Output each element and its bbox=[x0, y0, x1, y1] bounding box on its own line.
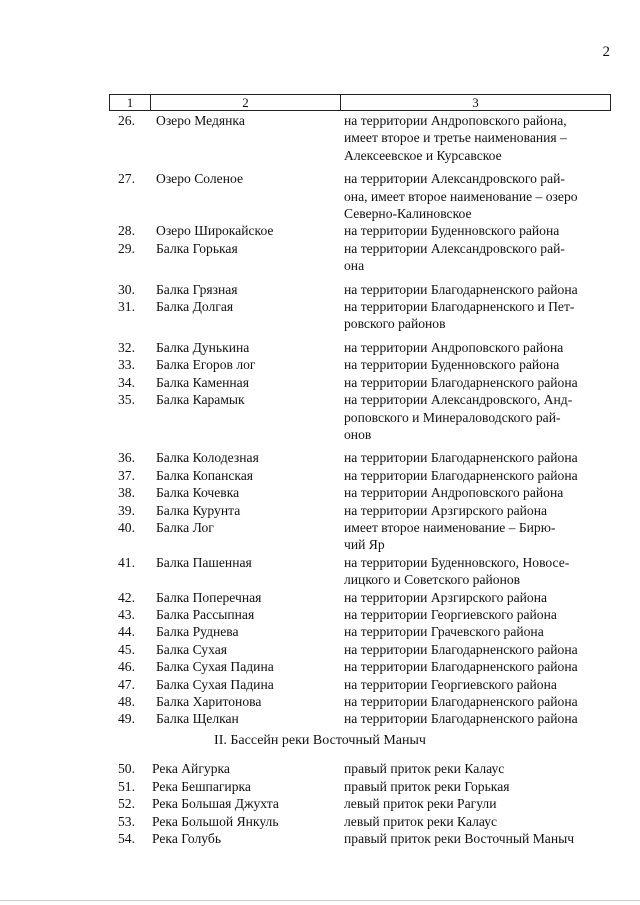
row-name: Балка Руднева bbox=[156, 624, 239, 640]
description-line: она, имеет второе наименование – озеро bbox=[344, 188, 578, 204]
row-description bbox=[340, 449, 607, 466]
row-name: Балка Сухая bbox=[156, 641, 228, 657]
row-number: 50. bbox=[118, 761, 135, 776]
row-number: 48. bbox=[118, 694, 135, 709]
description-line: чий Яр bbox=[344, 537, 385, 553]
row-name: Балка Егоров лог bbox=[156, 357, 256, 373]
row-description bbox=[340, 554, 607, 589]
row-number: 40. bbox=[118, 519, 135, 535]
description-line: имеет второе и третье наименования – bbox=[344, 130, 567, 146]
table-row bbox=[112, 467, 607, 484]
row-description bbox=[340, 641, 607, 658]
row-description bbox=[340, 339, 607, 356]
description-line: на территории Арзгирского района bbox=[344, 502, 548, 518]
description-line: на территории Буденновского района bbox=[344, 223, 560, 239]
row-description bbox=[340, 710, 607, 727]
row-name: Балка Пашенная bbox=[156, 554, 252, 570]
row-number: 35. bbox=[118, 392, 135, 408]
row-name: Река Большая Джухта bbox=[152, 796, 279, 812]
row-number: 46. bbox=[118, 659, 135, 675]
row-number: 51. bbox=[118, 778, 135, 794]
row-description bbox=[340, 623, 607, 640]
table-row bbox=[112, 170, 607, 222]
table-row bbox=[112, 778, 607, 796]
row-name: Балка Лог bbox=[156, 519, 214, 535]
header-col-2: 2 bbox=[151, 95, 341, 110]
row-name: Озеро Медянка bbox=[156, 113, 245, 128]
description-line: на территории Александровского рай- bbox=[344, 240, 565, 256]
row-name: Балка Щелкан bbox=[156, 711, 239, 727]
description-line: правый приток реки Горькая bbox=[344, 778, 510, 794]
description-line: на территории Александровского рай- bbox=[344, 171, 565, 187]
description-line: на территории Буденновского района bbox=[344, 357, 560, 373]
table-row bbox=[112, 339, 607, 356]
row-number: 42. bbox=[118, 589, 135, 605]
row-description bbox=[340, 467, 607, 484]
row-number: 33. bbox=[118, 357, 135, 373]
row-description bbox=[340, 813, 607, 831]
table-row bbox=[112, 112, 607, 164]
table-row bbox=[112, 760, 607, 778]
table-row bbox=[112, 554, 607, 589]
row-number: 44. bbox=[118, 624, 135, 640]
row-number: 30. bbox=[118, 281, 135, 297]
row-name: Балка Сухая Падина bbox=[156, 659, 274, 675]
description-line: на территории Георгиевского района bbox=[344, 676, 557, 692]
row-description bbox=[340, 112, 607, 164]
row-number: 29. bbox=[118, 240, 135, 256]
page-bottom-divider bbox=[0, 900, 640, 901]
description-line: на территории Благодарненского района bbox=[344, 281, 578, 297]
row-number: 32. bbox=[118, 339, 135, 355]
table-body-section-2 bbox=[112, 760, 607, 848]
description-line: на территории Благодарненского района bbox=[344, 467, 578, 483]
row-description bbox=[340, 830, 607, 848]
table-row bbox=[112, 374, 607, 391]
description-line: на территории Благодарненского и Пет- bbox=[344, 299, 575, 315]
row-description bbox=[340, 519, 607, 554]
description-line: роповского и Минераловодского рай- bbox=[344, 409, 561, 425]
row-number: 52. bbox=[118, 796, 135, 812]
description-line: имеет второе наименование – Бирю- bbox=[344, 519, 556, 535]
table-row bbox=[112, 813, 607, 831]
table-row bbox=[112, 240, 607, 275]
row-description bbox=[340, 606, 607, 623]
table-row bbox=[112, 693, 607, 710]
row-number: 53. bbox=[118, 813, 135, 829]
row-name: Балка Сухая Падина bbox=[156, 676, 274, 692]
table-row bbox=[112, 623, 607, 640]
row-name: Балка Горькая bbox=[156, 240, 238, 256]
row-number: 26. bbox=[118, 113, 135, 128]
row-description bbox=[340, 356, 607, 373]
row-description bbox=[340, 298, 607, 333]
table-row bbox=[112, 356, 607, 373]
table-row bbox=[112, 298, 607, 333]
table-row bbox=[112, 484, 607, 501]
row-number: 45. bbox=[118, 641, 135, 657]
row-description bbox=[340, 658, 607, 675]
row-description bbox=[340, 222, 607, 239]
row-name: Балка Дунькина bbox=[156, 339, 250, 355]
description-line: лицкого и Советского районов bbox=[344, 572, 521, 588]
row-description bbox=[340, 676, 607, 693]
row-number: 37. bbox=[118, 467, 135, 483]
row-name: Балка Колодезная bbox=[156, 450, 259, 466]
table-row bbox=[112, 502, 607, 519]
table-row bbox=[112, 658, 607, 675]
row-description bbox=[340, 778, 607, 796]
description-line: левый приток реки Калаус bbox=[344, 813, 498, 829]
table-row bbox=[112, 281, 607, 298]
row-number: 39. bbox=[118, 502, 135, 518]
header-col-3: 3 bbox=[472, 94, 479, 110]
row-number: 54. bbox=[118, 831, 135, 847]
description-line: онов bbox=[344, 426, 372, 442]
description-line: на территории Георгиевского района bbox=[344, 606, 557, 622]
table-row bbox=[112, 222, 607, 239]
row-number: 49. bbox=[118, 711, 135, 727]
table-header bbox=[109, 94, 611, 111]
table-row bbox=[112, 830, 607, 848]
row-name: Балка Харитонова bbox=[156, 694, 262, 709]
row-name: Балка Рассыпная bbox=[156, 606, 255, 622]
row-number: 28. bbox=[118, 223, 135, 239]
description-line: на территории Арзгирского района bbox=[344, 589, 548, 605]
description-line: ровского районов bbox=[344, 316, 446, 332]
description-line: на территории Андроповского района bbox=[344, 339, 564, 355]
row-description bbox=[340, 693, 607, 710]
table-row bbox=[112, 519, 607, 554]
row-name: Балка Кочевка bbox=[156, 485, 240, 501]
row-description bbox=[340, 589, 607, 606]
row-description bbox=[340, 170, 607, 222]
row-description bbox=[340, 281, 607, 298]
description-line: на территории Благодарненского района bbox=[344, 374, 578, 390]
row-name: Река Айгурка bbox=[152, 761, 230, 776]
row-name: Балка Долгая bbox=[156, 299, 234, 315]
row-number: 47. bbox=[118, 676, 135, 692]
table-row bbox=[112, 710, 607, 727]
description-line: правый приток реки Калаус bbox=[344, 761, 505, 776]
table-body bbox=[112, 112, 607, 728]
row-description bbox=[340, 502, 607, 519]
description-line: на территории Благодарненского района bbox=[344, 450, 578, 466]
description-line: на территории Андроповского района bbox=[344, 485, 564, 501]
row-name: Река Бешпагирка bbox=[152, 778, 251, 794]
row-name: Балка Копанская bbox=[156, 467, 254, 483]
row-number: 43. bbox=[118, 606, 135, 622]
description-line: на территории Благодарненского района bbox=[344, 711, 578, 727]
description-line: на территории Андроповского района, bbox=[344, 113, 567, 128]
row-number: 36. bbox=[118, 450, 135, 466]
table-row bbox=[112, 391, 607, 443]
description-line: на территории Благодарненского района bbox=[344, 694, 578, 709]
description-line: она bbox=[344, 258, 365, 274]
description-line: правый приток реки Восточный Маныч bbox=[344, 831, 575, 847]
table-row bbox=[112, 606, 607, 623]
row-description bbox=[340, 240, 607, 275]
row-name: Озеро Широкайское bbox=[156, 223, 274, 239]
table-row bbox=[112, 589, 607, 606]
page-number: 2 bbox=[602, 44, 610, 60]
table-row bbox=[112, 641, 607, 658]
description-line: левый приток реки Рагули bbox=[344, 796, 497, 812]
row-name: Балка Поперечная bbox=[156, 589, 262, 605]
row-number: 27. bbox=[118, 171, 135, 187]
header-col-1: 1 bbox=[110, 95, 151, 110]
table-row bbox=[112, 676, 607, 693]
description-line: на территории Александровского, Анд- bbox=[344, 392, 573, 408]
description-line: на территории Буденновского, Новосе- bbox=[344, 554, 570, 570]
row-name: Балка Каменная bbox=[156, 374, 249, 390]
row-number: 34. bbox=[118, 374, 135, 390]
row-number: 41. bbox=[118, 554, 135, 570]
table-row bbox=[112, 795, 607, 813]
row-description bbox=[340, 374, 607, 391]
description-line: на территории Грачевского района bbox=[344, 624, 544, 640]
row-number: 31. bbox=[118, 299, 135, 315]
row-name: Река Большой Янкуль bbox=[152, 813, 279, 829]
row-description bbox=[340, 391, 607, 443]
row-description bbox=[340, 795, 607, 813]
row-name: Балка Курунта bbox=[156, 502, 241, 518]
row-number: 38. bbox=[118, 485, 135, 501]
row-name: Балка Грязная bbox=[156, 281, 238, 297]
description-line: на территории Благодарненского района bbox=[344, 659, 578, 675]
description-line: Северно-Калиновское bbox=[344, 206, 472, 222]
table-row bbox=[112, 449, 607, 466]
row-name: Река Голубь bbox=[152, 831, 222, 847]
description-line: на территории Благодарненского района bbox=[344, 641, 578, 657]
row-name: Озеро Соленое bbox=[156, 171, 243, 187]
row-description bbox=[340, 484, 607, 501]
description-line: Алексеевское и Курсавское bbox=[344, 147, 502, 163]
section-title: II. Бассейн реки Восточный Маныч bbox=[214, 733, 426, 748]
row-name: Балка Карамык bbox=[156, 392, 245, 408]
row-description bbox=[340, 760, 607, 778]
